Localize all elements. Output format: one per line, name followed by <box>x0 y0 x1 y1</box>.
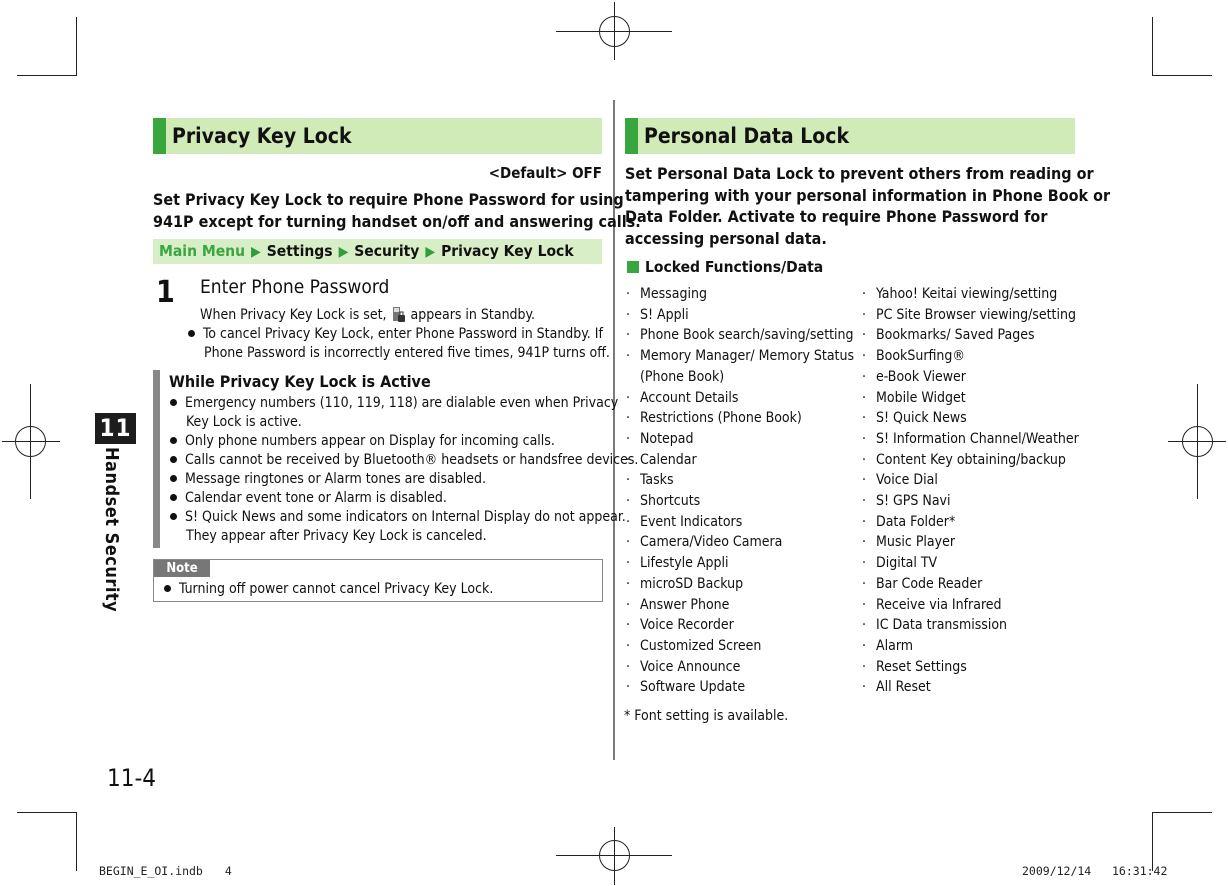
bullet-icon <box>164 585 171 592</box>
page-number: 11-4 <box>107 764 156 792</box>
menu-path-privacy: Privacy Key Lock <box>441 242 574 260</box>
list-item: · Tasks <box>626 470 856 491</box>
list-item: · Notepad <box>626 429 856 450</box>
bullet-icon <box>170 494 177 501</box>
list-item: · All Reset <box>862 677 1102 698</box>
list-item: · PC Site Browser viewing/setting <box>862 305 1102 326</box>
list-item: · BookSurfing® <box>862 346 1102 367</box>
chevron-right-icon: ▶ <box>338 244 349 260</box>
list-item: · Content Key obtaining/backup <box>862 450 1102 471</box>
list-item: · Camera/Video Camera <box>626 532 856 553</box>
bullet-icon <box>170 399 177 406</box>
personal-data-lock-heading: Personal Data Lock <box>625 118 1075 154</box>
privacy-lock-icon <box>393 307 405 323</box>
list-item: · Receive via Infrared <box>862 595 1102 616</box>
list-item: · Music Player <box>862 532 1102 553</box>
list-item: · Bookmarks/ Saved Pages <box>862 325 1102 346</box>
print-footer-timestamp: 2009/12/14 16:31:42 <box>1022 864 1168 878</box>
list-item: · Event Indicators <box>626 512 856 533</box>
step-title: Enter Phone Password <box>200 276 390 298</box>
menu-path-main: Main Menu <box>159 242 246 260</box>
list-item: · Yahoo! Keitai viewing/setting <box>862 284 1102 305</box>
bullet-icon <box>170 456 177 463</box>
list-item: · IC Data transmission <box>862 615 1102 636</box>
list-item: · Voice Recorder <box>626 615 856 636</box>
list-item: · Voice Dial <box>862 470 1102 491</box>
active-box-title: While Privacy Key Lock is Active <box>169 372 431 391</box>
list-item: · Answer Phone <box>626 595 856 616</box>
list-item: · Reset Settings <box>862 657 1102 678</box>
list-item: · Lifestyle Appli <box>626 553 856 574</box>
chapter-title: Handset Security <box>101 447 122 613</box>
note-text: Turning off power cannot cancel Privacy Key Lock. <box>179 581 494 597</box>
list-item: · microSD Backup <box>626 574 856 595</box>
menu-path <box>153 239 602 264</box>
menu-path-settings: Settings <box>266 242 333 260</box>
personal-intro: Set Personal Data Lock to prevent others from reading or tampering with your personal information in Phone Book or Data Folder. Activate to require Phone Password for accessing personal data. <box>625 164 1111 248</box>
chevron-right-icon: ▶ <box>251 244 261 260</box>
list-item: · Mobile Widget <box>862 388 1102 409</box>
list-item: · Shortcuts <box>626 491 856 512</box>
step-number: 1 <box>156 275 175 310</box>
list-item: · S! Information Channel/Weather <box>862 429 1102 450</box>
list-item: (Phone Book) <box>640 368 725 385</box>
bullet-icon <box>170 513 177 520</box>
list-item: · Messaging <box>626 284 856 305</box>
list-item: · Restrictions (Phone Book) <box>626 408 856 429</box>
bullet-icon <box>170 475 177 482</box>
chapter-number: 11 <box>95 413 136 444</box>
print-footer-file: BEGIN_E_OI.indb 4 <box>99 864 232 878</box>
menu-path-security: Security <box>354 242 420 260</box>
square-bullet-icon <box>627 261 639 273</box>
bullet-icon <box>170 437 177 444</box>
list-item: · Data Folder* <box>862 512 1102 533</box>
list-item: · Phone Book search/saving/setting <box>626 325 856 346</box>
default-value: <Default> OFF <box>488 164 602 182</box>
locked-list-col2 <box>862 284 1102 698</box>
note-label: Note <box>154 560 210 577</box>
privacy-intro: Set Privacy Key Lock to require Phone Password for using 941P except for turning handset on/off and answering calls. <box>153 190 641 231</box>
list-item: · S! GPS Navi <box>862 491 1102 512</box>
bullet-icon <box>188 330 195 337</box>
footnote: * Font setting is available. <box>624 708 789 724</box>
locked-functions-subheading: Locked Functions/Data <box>627 258 823 276</box>
active-info-box <box>153 370 639 548</box>
list-item: · Customized Screen <box>626 636 856 657</box>
list-item: · Digital TV <box>862 553 1102 574</box>
note-box <box>153 559 603 602</box>
list-item: · S! Appli <box>626 305 856 326</box>
list-item: · Software Update <box>626 677 856 698</box>
step-bullet: To cancel Privacy Key Lock, enter Phone Password in Standby. If Phone Password is incorrectly entered five times, 941P turns off. <box>188 325 610 363</box>
active-box-bullets: Emergency numbers (110, 119, 118) are dialable even when Privacy Key Lock is active. Only phone numbers appear on Display for incoming calls. Calls cannot be received by Bluetooth® headsets or handsfree devices. Message ringtones or Alarm tones are disabled. Calendar event tone or Alarm is disabled. S! Quick News and some indicators on Internal Display do not appear. They appear after Privacy Key Lock is canceled. <box>170 394 638 546</box>
list-item: · Calendar <box>626 450 856 471</box>
list-item: · Account Details <box>626 388 856 409</box>
step-description: When Privacy Key Lock is set, appears in Standby. <box>200 307 536 323</box>
list-item: · e-Book Viewer <box>862 367 1102 388</box>
privacy-key-lock-heading: Privacy Key Lock <box>153 118 602 154</box>
list-item: · Memory Manager/ Memory Status <box>626 346 856 367</box>
list-item: · Bar Code Reader <box>862 574 1102 595</box>
list-item: · S! Quick News <box>862 408 1102 429</box>
chevron-right-icon: ▶ <box>425 244 436 260</box>
list-item: · Voice Announce <box>626 657 856 678</box>
list-item: · Alarm <box>862 636 1102 657</box>
locked-list-col1 <box>626 284 856 698</box>
